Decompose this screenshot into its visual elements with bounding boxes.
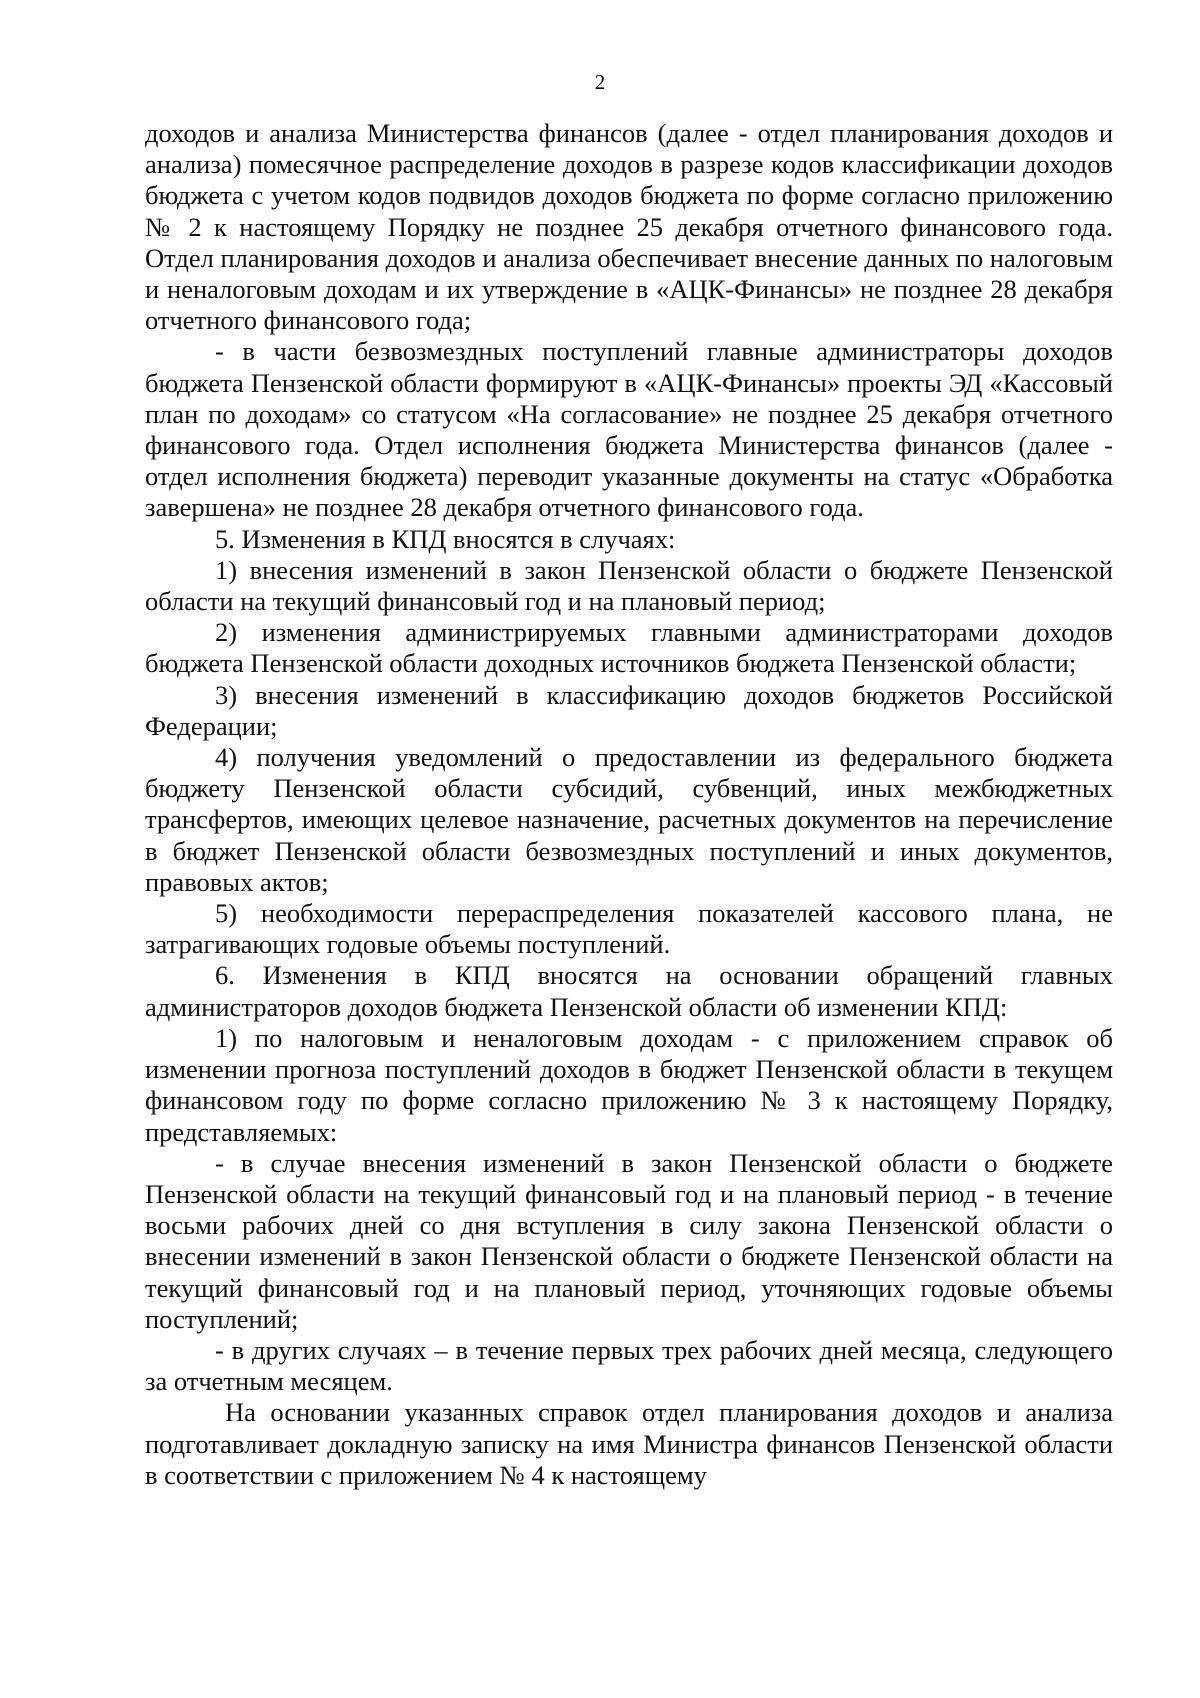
paragraph-memo: На основании указанных справок отдел планирования доходов и анализа подготавливает докладную записку на имя Министра финансов Пензенской области в соответствии с приложением № 4 к настоящему [145, 1397, 1113, 1490]
paragraph-item-6-1: 1) по налоговым и неналоговым доходам - с приложением справок об изменении прогноза поступлений доходов в бюджет Пензенской области в текущем финансовом году по форме согласно приложению № 3 к настоящему Порядку, представляемых: [145, 1022, 1113, 1147]
paragraph-item-5-3: 3) внесения изменений в классификацию доходов бюджетов Российской Федерации; [145, 679, 1113, 741]
document-body [145, 118, 1113, 1491]
paragraph-item-6-heading: 6. Изменения в КПД вносятся на основании обращений главных администраторов доходов бюджета Пензенской области об изменении КПД: [145, 960, 1113, 1022]
paragraph-item-6-1-case-law: - в случае внесения изменений в закон Пензенской области о бюджете Пензенской области на текущий финансовый год и на плановый период - в течение восьми рабочих дней со дня вступления в силу закона Пензенской области о внесении изменений в закон Пензенской области о бюджете Пензенской области на текущий финансовый год и на плановый период, уточняющих годовые объемы поступлений; [145, 1147, 1113, 1334]
paragraph-item-5-2: 2) изменения администрируемых главными администраторами доходов бюджета Пензенской области доходных источников бюджета Пензенской области; [145, 617, 1113, 679]
paragraph-item-5-4: 4) получения уведомлений о предоставлении из федерального бюджета бюджету Пензенской области субсидий, субвенций, иных межбюджетных трансфертов, имеющих целевое назначение, расчетных документов на перечисление в бюджет Пензенской области безвозмездных поступлений и иных документов, правовых актов; [145, 742, 1113, 897]
paragraph-item-6-1-other-cases: - в других случаях – в течение первых трех рабочих дней месяца, следующего за отчетным месяцем. [145, 1334, 1113, 1397]
paragraph-continuation: доходов и анализа Министерства финансов (далее - отдел планирования доходов и анализа) помесячное распределение доходов в разрезе кодов классификации доходов бюджета с учетом кодов подвидов доходов бюджета по форме согласно приложению № 2 к настоящему Порядку не позднее 25 декабря отчетного финансового года. Отдел планирования доходов и анализа обеспечивает внесение данных по налоговым и неналоговым доходам и их утверждение в «АЦК-Финансы» не позднее 28 декабря отчетного финансового года; [145, 118, 1113, 336]
paragraph-gratuitous-receipts: - в части безвозмездных поступлений главные администраторы доходов бюджета Пензенской области формируют в «АЦК-Финансы» проекты ЭД «Кассовый план по доходам» со статусом «На согласование» не позднее 25 декабря отчетного финансового года. Отдел исполнения бюджета Министерства финансов (далее - отдел исполнения бюджета) переводит указанные документы на статус «Обработка завершена» не позднее 28 декабря отчетного финансового года. [145, 336, 1113, 523]
page-number: 2 [594, 70, 606, 94]
paragraph-item-5-heading: 5. Изменения в КПД вносятся в случаях: [215, 523, 676, 554]
paragraph-item-5-1: 1) внесения изменений в закон Пензенской области о бюджете Пензенской области на текущий финансовый год и на плановый период; [145, 554, 1113, 617]
paragraph-item-5-5: 5) необходимости перераспределения показателей кассового плана, не затрагивающих годовые объемы поступлений. [145, 898, 1113, 960]
